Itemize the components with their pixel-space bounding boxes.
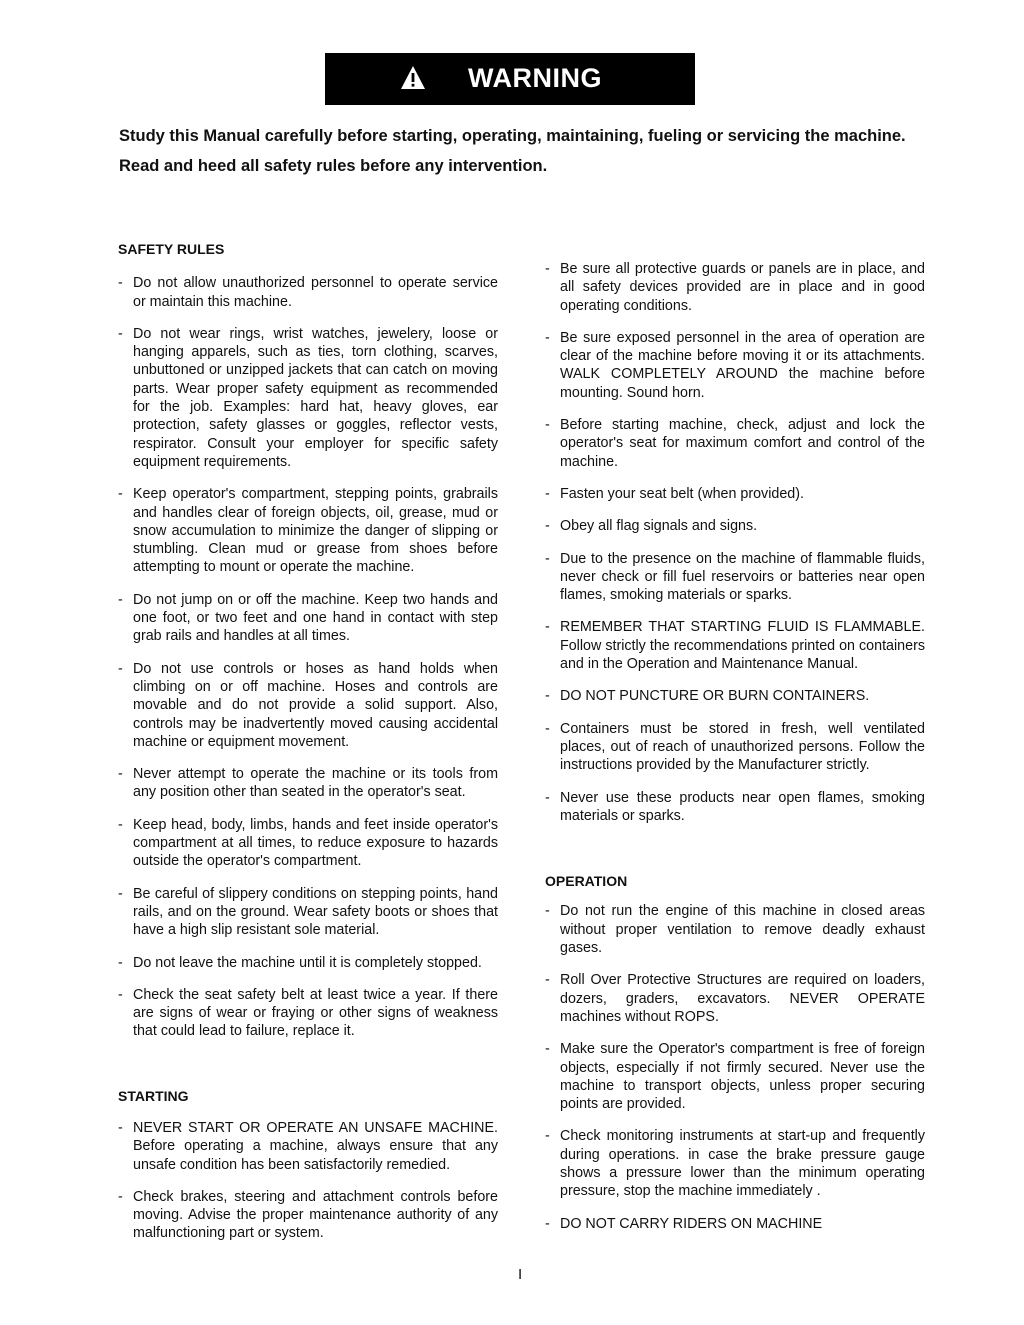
safety-rules-heading: SAFETY RULES [118, 241, 225, 257]
list-item: - Due to the presence on the machine of flammable fluids, never check or fill fuel reservoirs or batteries near open flames, smoking materials or sparks. [545, 550, 925, 605]
list-item: - Keep head, body, limbs, hands and feet inside operator's compartment at all times, to reduce exposure to hazards outside the operator's compartment. [118, 816, 498, 871]
operation-heading: OPERATION [545, 873, 628, 890]
list-item: - Keep operator's compartment, stepping points, grabrails and handles clear of foreign objects, oil, grease, mud or snow accumulation to minimize the danger of slipping or stumbling. Clean mud or grease from shoes before attempting to mount or operate the machine. [118, 485, 498, 576]
page-number: I [518, 1266, 523, 1283]
right-column [545, 260, 925, 1233]
left-column [118, 240, 498, 1243]
list-item: - NEVER START OR OPERATE AN UNSAFE MACHINE. Before operating a machine, always ensure that any unsafe condition has been satisfactorily remedied. [118, 1119, 498, 1174]
list-item: - Fasten your seat belt (when provided). [545, 485, 925, 503]
list-item: - DO NOT PUNCTURE OR BURN CONTAINERS. [545, 687, 925, 705]
list-item: - Do not use controls or hoses as hand holds when climbing on or off machine. Hoses and controls are movable and do not provide a solid support. Also, controls may be inadvertently moved causing accidental machine or equipment movement. [118, 660, 498, 751]
intro-line-2: Read and heed all safety rules before any intervention. [119, 157, 548, 175]
list-item: - REMEMBER THAT STARTING FLUID IS FLAMMABLE. Follow strictly the recommendations printed on containers and in the Operation and Maintenance Manual. [545, 618, 925, 673]
list-item: - Never use these products near open flames, smoking materials or sparks. [545, 789, 925, 826]
list-item: - Check monitoring instruments at start-up and frequently during operations. in case the brake pressure gauge shows a pressure lower than the minimum operating pressure, stop the machine immediately . [545, 1127, 925, 1200]
list-item: - Check brakes, steering and attachment controls before moving. Advise the proper maintenance authority of any malfunctioning part or system. [118, 1188, 498, 1243]
list-item: - Do not run the engine of this machine in closed areas without proper ventilation to remove deadly exhaust gases. [545, 902, 925, 957]
list-item: - DO NOT CARRY RIDERS ON MACHINE [545, 1215, 925, 1233]
list-item: - Do not leave the machine until it is completely stopped. [118, 954, 498, 972]
list-item: - Do not allow unauthorized personnel to operate service or maintain this machine. [118, 274, 498, 311]
list-item: - Never attempt to operate the machine or its tools from any position other than seated in the operator's seat. [118, 765, 498, 802]
list-item: - Do not wear rings, wrist watches, jewelery, loose or hanging apparels, such as ties, torn clothing, scarves, unbuttoned or unzipped jackets that can catch on moving parts. Wear proper safety equipment as recommended for the job. Examples: hard hat, heavy gloves, ear protection, safety glasses or goggles, reflector vests, respirator. Consult your employer for specific safety equipment requirements. [118, 325, 498, 471]
list-item: - Before starting machine, check, adjust and lock the operator's seat for maximum comfort and control of the machine. [545, 416, 925, 471]
banner-title: WARNING [468, 63, 602, 93]
list-item: - Make sure the Operator's compartment is free of foreign objects, especially if not firmly secured. Never use the machine to transport objects, unless proper securing points are provided. [545, 1040, 925, 1113]
list-item: - Check the seat safety belt at least twice a year. If there are signs of wear or fraying or other signs of weakness that could lead to failure, replace it. [118, 986, 498, 1041]
list-item: - Containers must be stored in fresh, well ventilated places, out of reach of unauthorized persons. Follow the instructions provided by the Manufacturer strictly. [545, 720, 925, 775]
list-item: - Do not jump on or off the machine. Keep two hands and one foot, or two feet and one hand in contact with step grab rails and handles at all times. [118, 591, 498, 646]
list-item: - Be sure all protective guards or panels are in place, and all safety devices provided are in place and in good operating conditions. [545, 260, 925, 315]
intro [119, 125, 925, 185]
starting-heading: STARTING [118, 1087, 189, 1104]
warning-banner [325, 53, 695, 105]
intro-line-1: Study this Manual carefully before starting, operating, maintaining, fueling or servicing the machine. [119, 127, 906, 145]
list-item: - Obey all flag signals and signs. [545, 517, 925, 535]
list-item: - Roll Over Protective Structures are required on loaders, dozers, graders, excavators. NEVER OPERATE machines without ROPS. [545, 971, 925, 1026]
list-item: - Be careful of slippery conditions on stepping points, hand rails, and on the ground. Wear safety boots or shoes that have a high slip resistant sole material. [118, 885, 498, 940]
list-item: - Be sure exposed personnel in the area of operation are clear of the machine before moving it or its attachments. WALK COMPLETELY AROUND the machine before mounting. Sound horn. [545, 329, 925, 402]
